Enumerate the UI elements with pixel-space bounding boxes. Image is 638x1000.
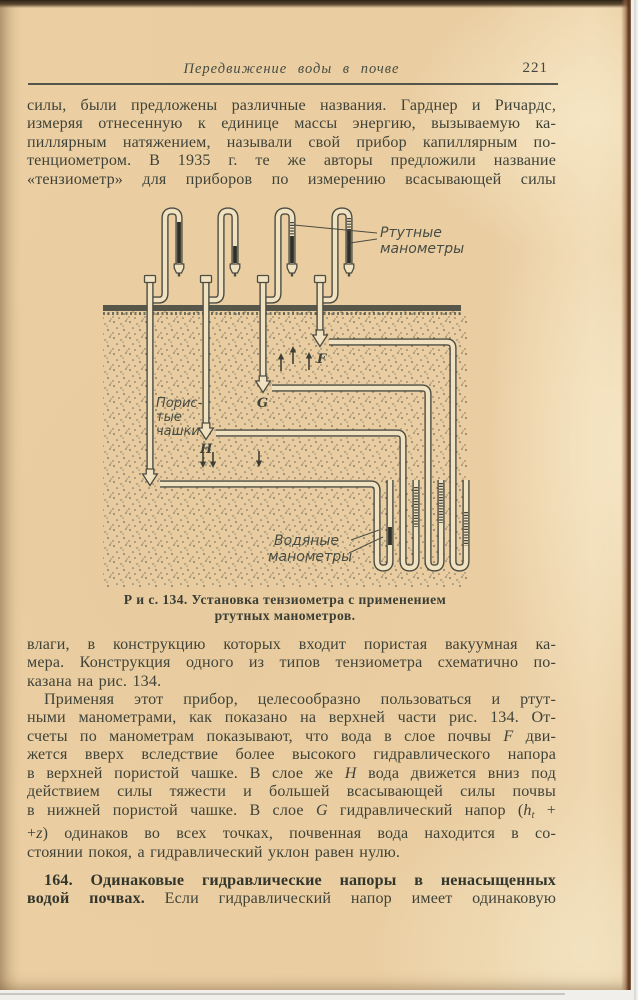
text-line: мера. Конструкция одного из типов тензиометра схематично по- <box>27 654 556 672</box>
paragraph-4-section-164 <box>27 872 556 909</box>
paragraph-2 <box>27 636 556 691</box>
soil-layer-f-label: F <box>317 352 327 367</box>
figure-caption <box>50 592 520 624</box>
scanner-edge-line-vertical <box>634 0 636 1000</box>
figure-caption-line-2: ртутных манометров. <box>214 608 356 623</box>
text-line: пиллярным натяжением, называли свой прибор капиллярным по- <box>27 133 556 151</box>
text-line: в нижней пористой чашке. В слое G гидравлический напор ($h_t$ + <box>27 801 556 821</box>
page-right-edge <box>621 0 631 990</box>
text-line: жется вверх вследствие более высокого гидравлического напора <box>27 746 556 764</box>
porous-cups-label-3: чашки <box>156 424 200 439</box>
soil-layer-g-label: G <box>257 396 269 411</box>
scanner-edge-line-horizontal <box>0 993 565 995</box>
text-line: Применяя этот прибор, целесообразно пользоваться и ртут- <box>44 691 556 708</box>
soil-layer-h-label: H <box>200 442 213 457</box>
text-line: тенциометром. В 1935 г. те же авторы предложили название <box>27 152 556 170</box>
mercury-manometers-label-2: манометры <box>380 241 465 257</box>
page-number: 221 <box>522 60 548 76</box>
porous-cups-label-2: тые <box>156 410 182 425</box>
figure-caption-line-1: Р и с. 134. Установка тензиометра с применением <box>123 592 447 607</box>
text-line: водой почвах. Если гидравлический напор имеет одинаковую <box>27 890 556 908</box>
text-line: действием силы тяжести и большей всасывающей силы почвы <box>27 783 556 801</box>
text-line: в верхней пористой чашке. В слое же H вода движется вниз под <box>27 764 556 782</box>
text-line: казана на рис. 134. <box>27 672 162 690</box>
text-line: 164. Одинаковые гидравлические напоры в ненасыщенных <box>44 872 556 889</box>
text-line: измеряя отнесенную к единице массы энергию, вызываемую ка- <box>27 115 556 133</box>
mercury-columns <box>174 218 354 277</box>
text-line: счеты по манометрам показывают, что вода в слое почвы F дви- <box>27 727 557 745</box>
text-line: +z) одинаков во всех точках, почвенная вода находится в со- <box>27 825 556 843</box>
water-manometers-label-1: Водяные <box>274 533 340 549</box>
text-line: ными манометрами, как показано на верхней части рис. 134. От- <box>27 709 556 727</box>
mercury-manometers-label-1: Ртутные <box>380 225 442 241</box>
text-line: силы, были предложены различные названия. Гарднер и Ричардс, <box>27 97 556 114</box>
running-head-title: Передвижение воды в почве <box>183 61 400 77</box>
text-line: стоянии покоя, а гидравлический уклон равен нулю. <box>27 843 401 861</box>
paragraph-3 <box>27 691 556 862</box>
text-line: влаги, в конструкцию которых входит пористая вакуумная ка- <box>27 636 556 653</box>
text-line: «тензиометр» для приборов по измерению всасывающей силы <box>27 170 556 188</box>
water-manometers-label-2: манометры <box>268 549 353 565</box>
porous-cups-label-1: Порис- <box>156 396 203 411</box>
